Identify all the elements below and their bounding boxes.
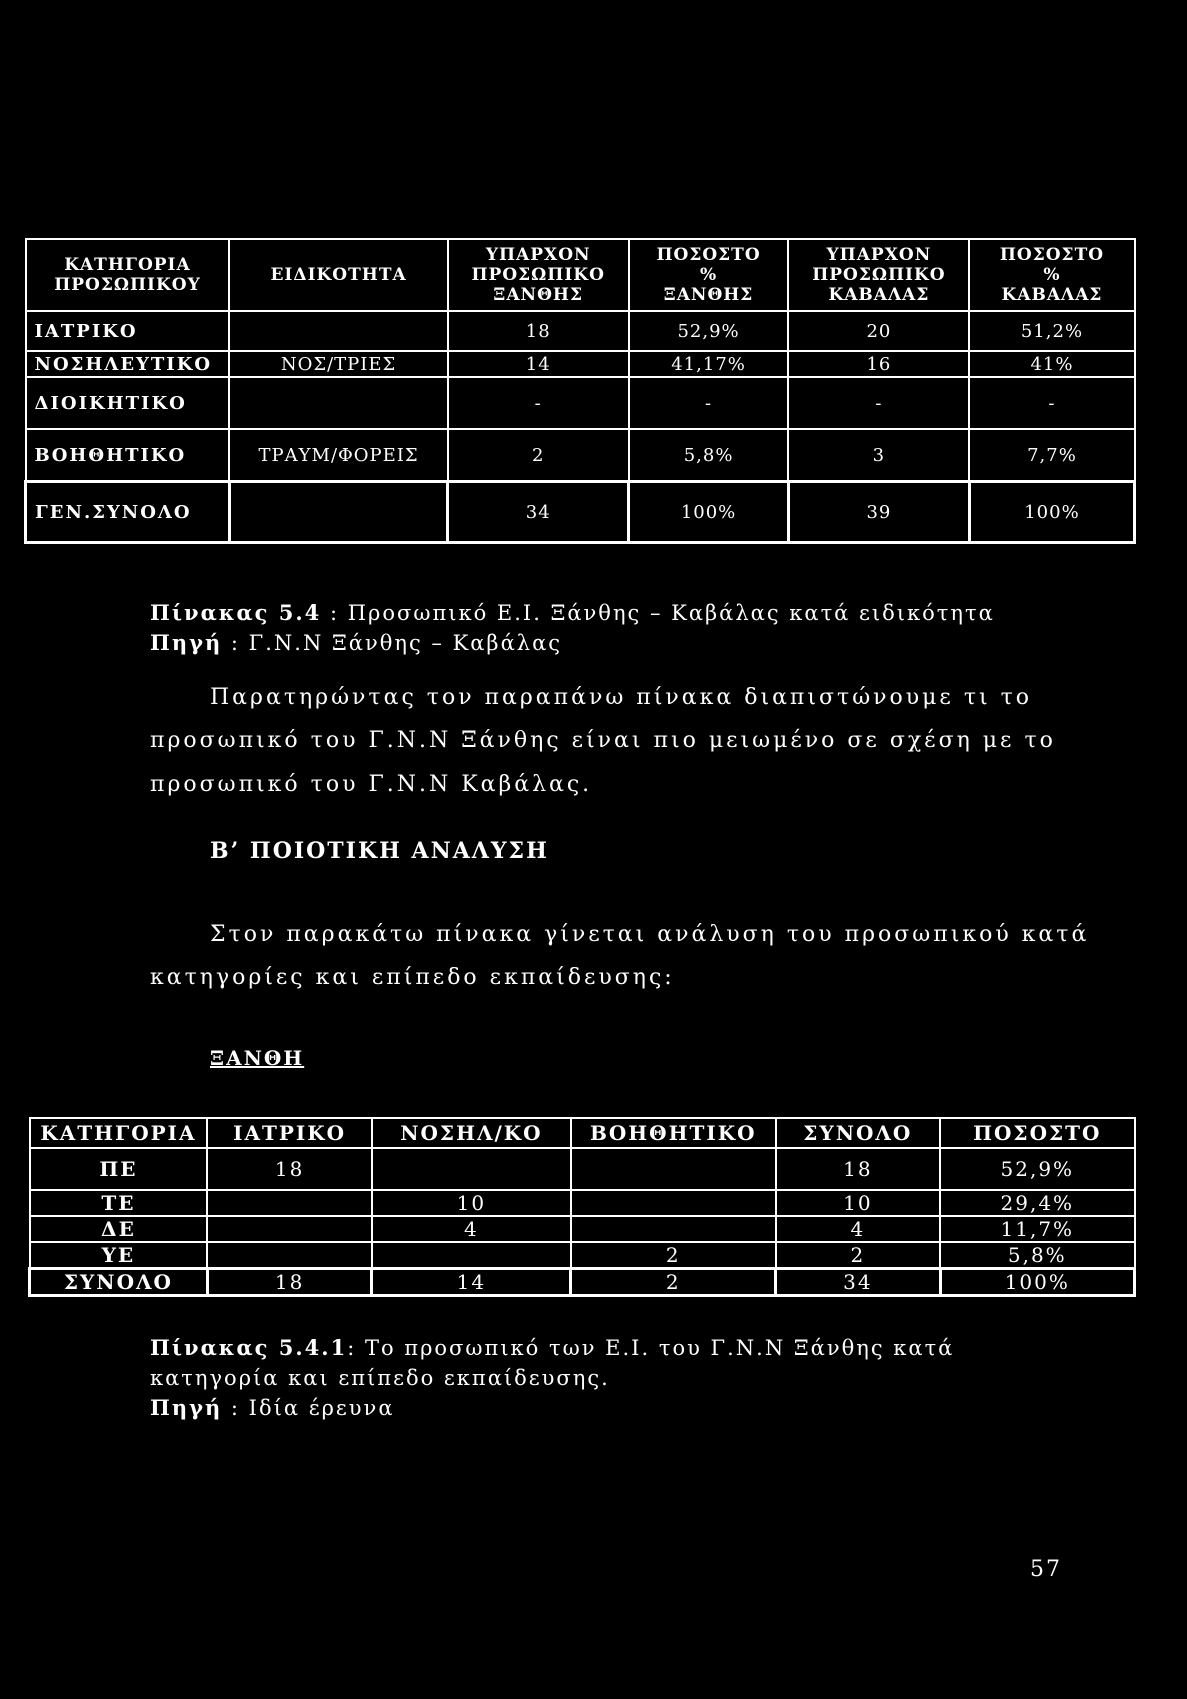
row-medical [207, 1190, 372, 1216]
row-xanthi-percent: 5,8% [629, 429, 789, 482]
row-nursing: 10 [372, 1190, 571, 1216]
row-specialty [229, 311, 447, 351]
row-kavala-count: 20 [788, 311, 969, 351]
header-specialty: ΕΙΔΙΚΟΤΗΤΑ [229, 239, 447, 311]
row-specialty: ΝΟΣ/ΤΡΙΕΣ [229, 351, 447, 377]
row-category: ΒΟΗΘΗΤΙΚΟ [26, 429, 230, 482]
section-heading: Β’ ΠΟΙΟΤΙΚΗ ΑΝΑΛΥΣΗ [210, 838, 549, 864]
row-medical [207, 1216, 372, 1242]
header-medical: ΙΑΤΡΙΚΟ [207, 1118, 372, 1148]
table-row [30, 1242, 1135, 1269]
row-total: 34 [776, 1269, 940, 1296]
row-percentage: 5,8% [940, 1242, 1134, 1269]
row-category: ΠΕ [30, 1148, 208, 1190]
source-label: Πηγή [150, 630, 223, 655]
header-existing-staff-xanthi: ΥΠΑΡΧΟΝ ΠΡΟΣΩΠΙΚΟ ΞΑΝΘΗΣ [448, 239, 629, 311]
row-kavala-percent: 51,2% [969, 311, 1134, 351]
row-xanthi-percent: 52,9% [629, 311, 789, 351]
paragraph-line: προσωπικό του Γ.Ν.Ν Ξάνθης είναι πιο μειωμένο σε σχέση με το [150, 728, 1056, 753]
header-percent-kavala: ΠΟΣΟΣΤΟ % ΚΑΒΑΛΑΣ [969, 239, 1134, 311]
row-xanthi-percent: - [629, 377, 789, 429]
header-nursing: ΝΟΣΗΛ/ΚΟ [372, 1118, 571, 1148]
row-specialty: ΤΡΑΥΜ/ΦΟΡΕΙΣ [229, 429, 447, 482]
row-category: ΥΕ [30, 1242, 208, 1269]
row-percentage: 29,4% [940, 1190, 1134, 1216]
row-nursing: 14 [372, 1269, 571, 1296]
page-number: 57 [1030, 1557, 1062, 1582]
caption-text: : Το προσωπικό των Ε.Ι. του Γ.Ν.Ν Ξάνθης κατά [347, 1336, 955, 1360]
row-auxiliary [571, 1148, 776, 1190]
row-category: ΙΑΤΡΙΚΟ [26, 311, 230, 351]
table-caption-2 [150, 1333, 1050, 1423]
row-category: ΔΕ [30, 1216, 208, 1242]
row-xanthi-percent: 41,17% [629, 351, 789, 377]
caption-label: Πίνακας 5.4 [150, 600, 322, 625]
row-specialty [229, 482, 447, 543]
row-percentage: 52,9% [940, 1148, 1134, 1190]
row-total: 18 [776, 1148, 940, 1190]
table-row [30, 1190, 1135, 1216]
source-text: : Ιδία έρευνα [222, 1396, 395, 1420]
row-nursing: 4 [372, 1216, 571, 1242]
row-category: ΤΕ [30, 1190, 208, 1216]
paragraph-line: προσωπικό του Γ.Ν.Ν Καβάλας. [150, 772, 593, 797]
caption-label: Πίνακας 5.4.1 [150, 1335, 348, 1360]
row-specialty [229, 377, 447, 429]
xanthi-staff-education-table [28, 1117, 1136, 1297]
row-xanthi-percent: 100% [629, 482, 789, 543]
header-existing-staff-kavala: ΥΠΑΡΧΟΝ ΠΡΟΣΩΠΙΚΟ ΚΑΒΑΛΑΣ [788, 239, 969, 311]
row-nursing [372, 1148, 571, 1190]
row-xanthi-count: 34 [448, 482, 629, 543]
table-row-total [26, 482, 1135, 543]
row-category: ΣΥΝΟΛΟ [30, 1269, 208, 1296]
table-row [30, 1216, 1135, 1242]
row-kavala-percent: 41% [969, 351, 1134, 377]
source-text: : Γ.Ν.Ν Ξάνθης – Καβάλας [222, 631, 563, 655]
row-category: ΔΙΟΙΚΗΤΙΚΟ [26, 377, 230, 429]
row-kavala-count: 16 [788, 351, 969, 377]
row-kavala-count: 3 [788, 429, 969, 482]
header-category: ΚΑΤΗΓΟΡΙΑ [30, 1118, 208, 1148]
caption-text: : Προσωπικό Ε.Ι. Ξάνθης – Καβάλας κατά ειδικότητα [321, 601, 995, 625]
staff-by-specialty-table [24, 238, 1136, 544]
row-total: 4 [776, 1216, 940, 1242]
header-percentage: ΠΟΣΟΣΤΟ [940, 1118, 1134, 1148]
row-category: ΓΕΝ.ΣΥΝΟΛΟ [26, 482, 230, 543]
row-nursing [372, 1242, 571, 1269]
table-row [30, 1148, 1135, 1190]
row-auxiliary [571, 1190, 776, 1216]
paragraph-line: Στον παρακάτω πίνακα γίνεται ανάλυση του προσωπικού κατά [210, 922, 1090, 947]
table-row [26, 429, 1135, 482]
row-kavala-count: 39 [788, 482, 969, 543]
row-kavala-percent: - [969, 377, 1134, 429]
source-label: Πηγή [150, 1395, 223, 1420]
row-xanthi-count: - [448, 377, 629, 429]
table-row [26, 377, 1135, 429]
paragraph-line: Παρατηρώντας τον παραπάνω πίνακα διαπιστώνουμε τι το [210, 685, 1033, 710]
row-total: 2 [776, 1242, 940, 1269]
header-total: ΣΥΝΟΛΟ [776, 1118, 940, 1148]
row-xanthi-count: 18 [448, 311, 629, 351]
row-auxiliary: 2 [571, 1242, 776, 1269]
table-row-total [30, 1269, 1135, 1296]
row-category: ΝΟΣΗΛΕΥΤΙΚΟ [26, 351, 230, 377]
row-percentage: 100% [940, 1269, 1134, 1296]
row-auxiliary: 2 [571, 1269, 776, 1296]
row-total: 10 [776, 1190, 940, 1216]
row-medical: 18 [207, 1269, 372, 1296]
subheading-xanthi: ΞΑΝΘΗ [210, 1046, 305, 1070]
row-percentage: 11,7% [940, 1216, 1134, 1242]
row-medical: 18 [207, 1148, 372, 1190]
row-kavala-count: - [788, 377, 969, 429]
caption-text: κατηγορία και επίπεδο εκπαίδευσης. [150, 1366, 610, 1390]
row-auxiliary [571, 1216, 776, 1242]
paragraph-line: κατηγορίες και επίπεδο εκπαίδευσης: [150, 965, 675, 990]
table-row [26, 351, 1135, 377]
header-percent-xanthi: ΠΟΣΟΣΤΟ % ΞΑΝΘΗΣ [629, 239, 789, 311]
row-kavala-percent: 7,7% [969, 429, 1134, 482]
table-row [26, 311, 1135, 351]
header-auxiliary: ΒΟΗΘΗΤΙΚΟ [571, 1118, 776, 1148]
row-xanthi-count: 2 [448, 429, 629, 482]
row-medical [207, 1242, 372, 1269]
row-xanthi-count: 14 [448, 351, 629, 377]
header-staff-category: ΚΑΤΗΓΟΡΙΑ ΠΡΟΣΩΠΙΚΟΥ [26, 239, 230, 311]
row-kavala-percent: 100% [969, 482, 1134, 543]
table-caption-1 [150, 598, 1050, 658]
